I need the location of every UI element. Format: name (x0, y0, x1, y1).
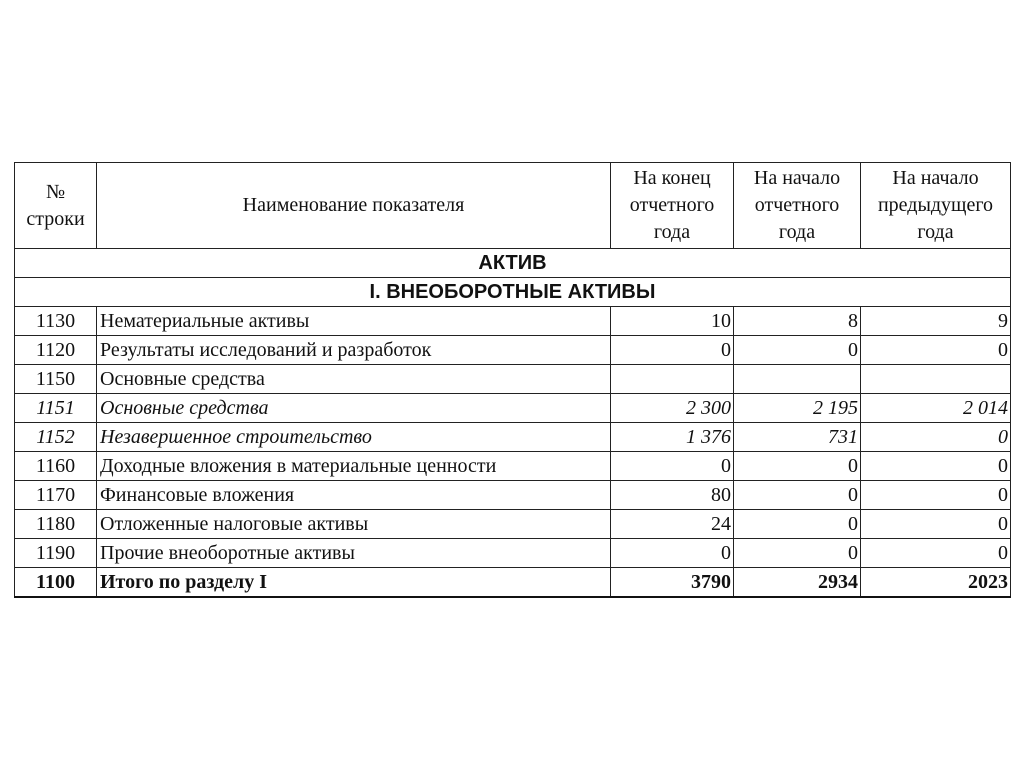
row-name: Нематериальные активы (97, 307, 611, 336)
header-row (15, 163, 1011, 249)
row-value-end-year: 80 (611, 481, 734, 510)
row-value-end-year: 24 (611, 510, 734, 539)
header-start-of-year: На начало отчетного года (734, 163, 861, 249)
row-value-end-year: 10 (611, 307, 734, 336)
total-value-prev-year: 2023 (861, 568, 1011, 598)
row-code: 1190 (15, 539, 97, 568)
total-name: Итого по разделу I (97, 568, 611, 598)
subsection-title: I. ВНЕОБОРОТНЫЕ АКТИВЫ (15, 278, 1011, 307)
total-code: 1100 (15, 568, 97, 598)
row-value-prev-year: 0 (861, 452, 1011, 481)
row-code: 1130 (15, 307, 97, 336)
row-name: Прочие внеоборотные активы (97, 539, 611, 568)
row-value-prev-year: 0 (861, 539, 1011, 568)
row-value-end-year (611, 365, 734, 394)
header-name: Наименование показателя (97, 163, 611, 249)
row-code: 1170 (15, 481, 97, 510)
row-value-start-year: 0 (734, 336, 861, 365)
row-code: 1150 (15, 365, 97, 394)
row-value-start-year: 0 (734, 481, 861, 510)
row-value-end-year: 2 300 (611, 394, 734, 423)
balance-sheet-table (14, 162, 1011, 598)
row-name: Основные средства (97, 365, 611, 394)
table-row (15, 452, 1011, 481)
row-value-start-year: 8 (734, 307, 861, 336)
subsection-row (15, 278, 1011, 307)
row-value-prev-year: 9 (861, 307, 1011, 336)
row-code: 1180 (15, 510, 97, 539)
row-value-prev-year: 0 (861, 510, 1011, 539)
table-row (15, 539, 1011, 568)
row-name: Финансовые вложения (97, 481, 611, 510)
header-code: № строки (15, 163, 97, 249)
row-value-prev-year: 0 (861, 336, 1011, 365)
section-title: АКТИВ (15, 249, 1011, 278)
header-end-of-year: На конец отчетного года (611, 163, 734, 249)
row-value-start-year: 0 (734, 452, 861, 481)
row-value-end-year: 0 (611, 539, 734, 568)
table-row (15, 510, 1011, 539)
table-row (15, 394, 1011, 423)
row-name: Результаты исследований и разработок (97, 336, 611, 365)
header-start-of-prev-year: На начало предыдущего года (861, 163, 1011, 249)
row-code: 1120 (15, 336, 97, 365)
row-name: Доходные вложения в материальные ценности (97, 452, 611, 481)
row-name: Отложенные налоговые активы (97, 510, 611, 539)
row-code: 1151 (15, 394, 97, 423)
row-name: Незавершенное строительство (97, 423, 611, 452)
row-value-end-year: 1 376 (611, 423, 734, 452)
row-value-end-year: 0 (611, 336, 734, 365)
table-row (15, 307, 1011, 336)
row-value-prev-year: 0 (861, 423, 1011, 452)
row-name: Основные средства (97, 394, 611, 423)
row-value-prev-year: 0 (861, 481, 1011, 510)
row-code: 1160 (15, 452, 97, 481)
row-value-end-year: 0 (611, 452, 734, 481)
row-value-prev-year: 2 014 (861, 394, 1011, 423)
row-code: 1152 (15, 423, 97, 452)
total-value-end-year: 3790 (611, 568, 734, 598)
row-value-start-year: 0 (734, 510, 861, 539)
table-row (15, 365, 1011, 394)
total-row (15, 568, 1011, 598)
row-value-start-year: 731 (734, 423, 861, 452)
row-value-start-year (734, 365, 861, 394)
table-row (15, 423, 1011, 452)
section-row (15, 249, 1011, 278)
table-row (15, 336, 1011, 365)
row-value-start-year: 0 (734, 539, 861, 568)
total-value-start-year: 2934 (734, 568, 861, 598)
row-value-prev-year (861, 365, 1011, 394)
table-row (15, 481, 1011, 510)
row-value-start-year: 2 195 (734, 394, 861, 423)
